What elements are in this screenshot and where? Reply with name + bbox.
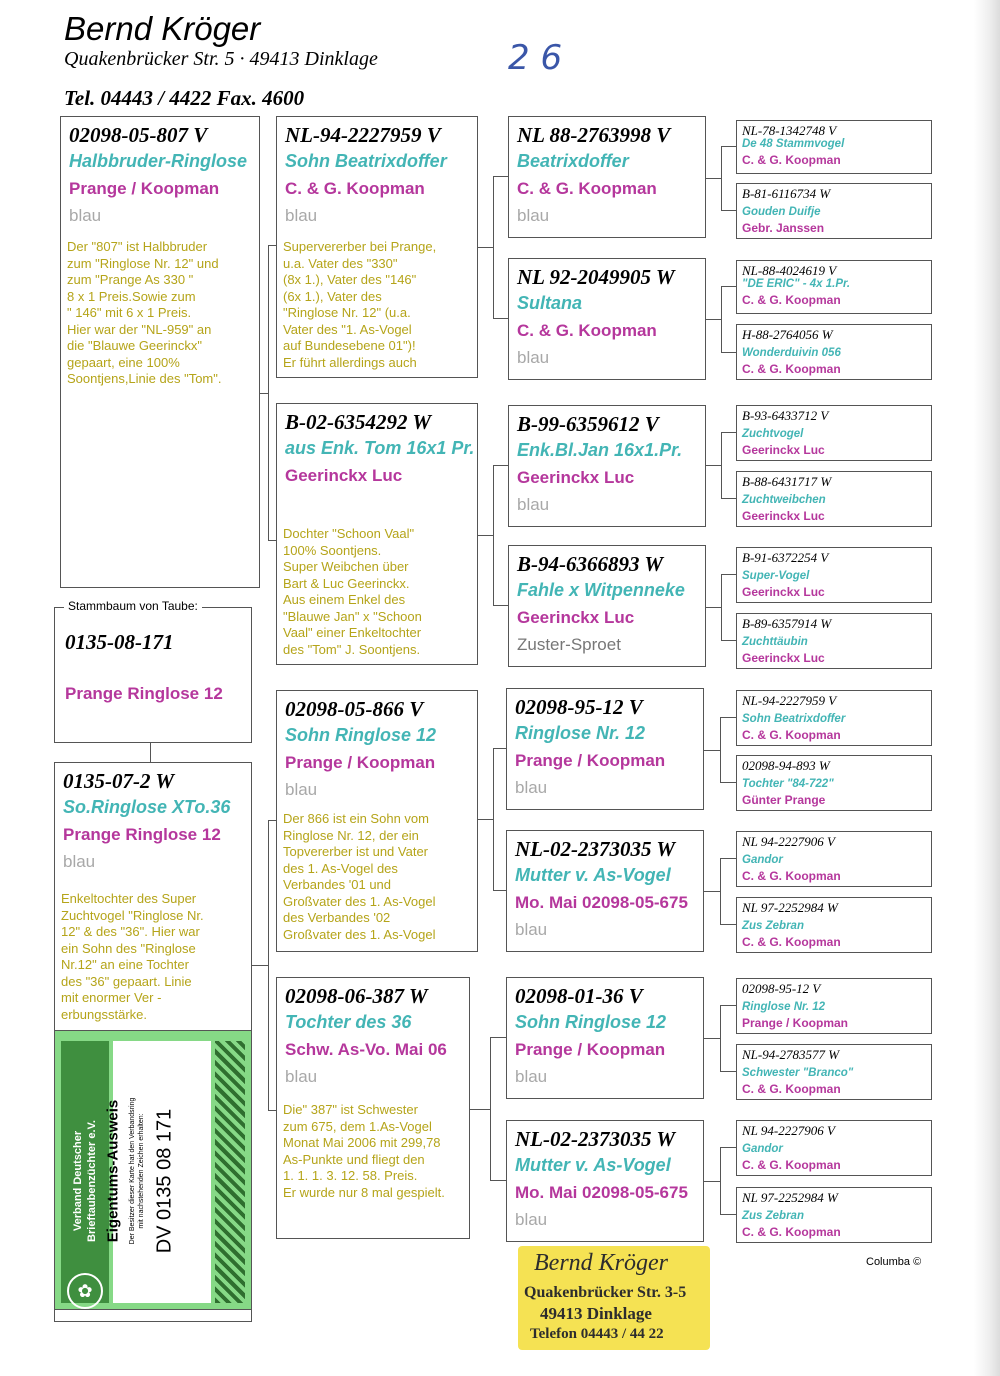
connector-line (490, 1180, 506, 1181)
great-grandparent-number: NL 92-2049905 W (517, 265, 675, 289)
connector-line (720, 717, 736, 718)
connector-line (268, 1110, 276, 1111)
gg-grandparent-box: NL 97-2252984 W Zus Zebran C. & G. Koopman (736, 897, 932, 953)
great-grandparent-name: Beatrixdoffer (517, 151, 629, 171)
connector-line (720, 1147, 736, 1148)
great-grandparent-color: blau (517, 206, 550, 225)
mother-number: 0135-07-2 W (63, 769, 175, 793)
connector-line (268, 245, 269, 541)
grandparent-owner: Geerinckx Luc (285, 466, 403, 485)
main-bird-number: 0135-08-171 (65, 630, 174, 654)
grandparent-owner: C. & G. Koopman (285, 179, 425, 198)
connector-line (493, 465, 508, 466)
great-grandparent-box (506, 977, 704, 1099)
connector-line (704, 1038, 720, 1039)
connector-line (706, 319, 721, 320)
connector-line (268, 245, 276, 246)
grandparent-description: Die" 387" ist Schwester zum 675, dem 1.As-Vogel Monat Mai 2006 mit 299,78 As-Punkte und fliegt den 1. 1. 1. 3. 12. 58. Preis. Er wurde nur 8 mal gespielt. (283, 1102, 445, 1200)
gg-grandparent-box: B-89-6357914 W Zuchttäubin Geerinckx Luc (736, 613, 932, 669)
great-grandparent-box (508, 405, 706, 527)
gg-grandparent-box: NL 94-2227906 V Gandor C. & G. Koopman (736, 1120, 932, 1176)
father-number: 02098-05-807 V (69, 123, 208, 147)
gg-grandparent-box: NL-94-2783577 W Schwester "Branco" C. & G. Koopman (736, 1044, 932, 1100)
great-grandparent-box (506, 830, 704, 952)
connector-line (721, 146, 722, 211)
grandparent-owner: Schw. As-Vo. Mai 06 (285, 1040, 447, 1059)
connector-line (721, 498, 736, 499)
grandparent-box (276, 116, 478, 378)
great-grandparent-color: Zuster-Sproet (517, 635, 621, 654)
card-fine-print: Der Besitzer dieser Karte hat den Verbandsring mit nachstehenden Zeichen erhalten: (129, 1097, 145, 1245)
gg-grandparent-box: NL 97-2252984 W Zus Zebran C. & G. Koopman (736, 1187, 932, 1243)
connector-line (721, 574, 736, 575)
great-grandparent-number: NL-02-2373035 W (515, 837, 676, 861)
pedigree-label: Stammbaum von Taube: (64, 599, 202, 613)
great-grandparent-box (508, 545, 706, 667)
connector-line (490, 1037, 506, 1038)
breeder-stamp: Bernd Kröger Quakenbrücker Str. 3-5 49413 Dinklage Telefon 04443 / 44 22 (518, 1246, 710, 1350)
grandparent-description: Dochter "Schoon Vaal" 100% Soontjens. Super Weibchen über Bart & Luc Geerinckx. Aus einem Enkel des "Blauwe Jan" x "Schoon Vaal" einer Enkeltochter des "Tom" J. Soontjens. (283, 526, 422, 657)
connector-line (721, 210, 736, 211)
connector-line (704, 1181, 720, 1182)
connector-line (720, 924, 736, 925)
gg-grandparent-box: 02098-94-893 W Tochter "84-722" Günter Prange (736, 755, 932, 811)
great-grandparent-number: B-94-6366893 W (517, 552, 664, 576)
connector-line (720, 717, 721, 783)
gg-grandparent-box: B-91-6372254 V Super-Vogel Geerinckx Luc (736, 547, 932, 603)
great-grandparent-number: NL-02-2373035 W (515, 1127, 676, 1151)
great-grandparent-color: blau (515, 920, 548, 939)
card-ring-number: DV 0135 08 171 (153, 1108, 176, 1254)
mother-description: Enkeltochter des Super Zuchtvogel "Ringlose Nr. 12" & des "36". Hier war ein Sohn des "Ringlose Nr.12" an eine Tochter des "36" gepaart. Linie mit enormer Ver - erbungsstärke. (61, 891, 204, 1022)
connector-line (720, 858, 736, 859)
connector-line (706, 607, 721, 608)
grandparent-description: Supervererber bei Prange, u.a. Vater des "330" (8x 1.), Vater des "146" (6x 1.), Vater des "Ringlose Nr. 12" (u.a. Vater des "1. As-Vogel auf Bundesebene 01")! Er führt allerdings auch (283, 239, 437, 370)
card-green-band (61, 1041, 109, 1303)
grandparent-box (276, 690, 478, 952)
connector-line (493, 176, 508, 177)
connector-line (721, 352, 736, 353)
connector-line (720, 1005, 736, 1006)
connector-line (493, 318, 508, 319)
father-color: blau (69, 206, 102, 225)
gg-grandparent-box: B-81-6116734 W Gouden Duifje Gebr. Janssen (736, 183, 932, 239)
mother-owner: Prange Ringlose 12 (63, 825, 221, 844)
grandparent-number: NL-94-2227959 V (285, 123, 441, 147)
connector-line (493, 890, 506, 891)
breeder-phone: Tel. 04443 / 4422 Fax. 4600 (64, 86, 305, 110)
connector-line (721, 286, 736, 287)
connector-line (493, 748, 506, 749)
mother-color: blau (63, 852, 96, 871)
great-grandparent-owner: C. & G. Koopman (517, 179, 657, 198)
connector-line (268, 820, 269, 1111)
father-name: Halbbruder-Ringlose (69, 151, 248, 171)
grandparent-name: Sohn Beatrixdoffer (285, 151, 447, 171)
connector-line (704, 750, 720, 751)
connector-line (268, 540, 276, 541)
gg-grandparent-box: NL 94-2227906 V Gandor C. & G. Koopman (736, 831, 932, 887)
great-grandparent-color: blau (515, 1210, 548, 1229)
grandparent-box (276, 403, 478, 665)
connector-line (150, 743, 151, 763)
connector-line (478, 819, 493, 820)
grandparent-name: Tochter des 36 (285, 1012, 412, 1032)
connector-line (721, 146, 736, 147)
gg-grandparent-box: B-88-6431717 W Zuchtweibchen Geerinckx Luc (736, 471, 932, 527)
connector-line (720, 782, 736, 783)
main-bird-box (54, 607, 252, 743)
ownership-id-card (54, 1030, 252, 1310)
main-bird-owner: Prange Ringlose 12 (65, 684, 223, 703)
connector-line (721, 640, 736, 641)
card-org-name: Verband Deutscher Brieftaubenzüchter e.V. (72, 1120, 98, 1242)
gg-grandparent-box: NL-78-1342748 V De 48 Stammvogel C. & G. Koopman (736, 120, 932, 174)
great-grandparent-owner: Prange / Koopman (515, 751, 666, 770)
connector-line (493, 748, 494, 891)
connector-line (706, 465, 721, 466)
connector-line (720, 858, 721, 925)
great-grandparent-box (508, 258, 706, 380)
great-grandparent-owner: C. & G. Koopman (517, 321, 657, 340)
breeder-name: Bernd Kröger (64, 10, 261, 47)
connector-line (252, 965, 268, 966)
great-grandparent-name: Sultana (517, 293, 583, 313)
great-grandparent-color: blau (515, 778, 548, 797)
connector-line (721, 432, 736, 433)
connector-line (478, 535, 493, 536)
gg-grandparent-box: 02098-95-12 V Ringlose Nr. 12 Prange / Koopman (736, 978, 932, 1034)
great-grandparent-number: 02098-01-36 V (515, 984, 643, 1008)
mother-name: So.Ringlose XTo.36 (63, 797, 231, 817)
connector-line (493, 465, 494, 606)
connector-line (268, 820, 276, 821)
father-box (60, 116, 260, 588)
connector-line (470, 1109, 490, 1110)
breeder-address: Quakenbrücker Str. 5 · 49413 Dinklage (64, 48, 378, 70)
connector-line (721, 286, 722, 353)
gg-grandparent-box: H-88-2764056 W Wonderduivin 056 C. & G. Koopman (736, 324, 932, 380)
connector-line (706, 178, 721, 179)
gg-grandparent-box: NL-88-4024619 V "DE ERIC" - 4x 1.Pr. C. & G. Koopman (736, 260, 932, 314)
gg-grandparent-box: B-93-6433712 V Zuchtvogel Geerinckx Luc (736, 405, 932, 461)
handwritten-note: 2 6 (508, 38, 563, 78)
gg-grandparent-box: NL-94-2227959 V Sohn Beatrixdoffer C. & G. Koopman (736, 690, 932, 746)
card-security-pattern (215, 1041, 245, 1303)
great-grandparent-box (506, 688, 704, 810)
great-grandparent-box (508, 116, 706, 238)
connector-line (720, 1214, 736, 1215)
grandparent-color: blau (285, 1067, 318, 1086)
grandparent-owner: Prange / Koopman (285, 753, 436, 772)
columba-credit: Columba © (866, 1256, 922, 1268)
connector-line (260, 393, 268, 394)
great-grandparent-owner: Geerinckx Luc (517, 468, 635, 487)
great-grandparent-owner: Geerinckx Luc (517, 608, 635, 627)
father-owner: Prange / Koopman (69, 179, 220, 198)
great-grandparent-color: blau (517, 348, 550, 367)
great-grandparent-number: NL 88-2763998 V (517, 123, 671, 147)
grandparent-color: blau (285, 780, 318, 799)
page-edge-shadow (974, 0, 1000, 1376)
great-grandparent-name: Mutter v. As-Vogel (515, 865, 671, 885)
pigeon-logo-icon: ✿ (67, 1273, 103, 1309)
great-grandparent-owner: Prange / Koopman (515, 1040, 666, 1059)
connector-line (720, 1071, 736, 1072)
grandparent-number: 02098-06-387 W (285, 984, 428, 1008)
great-grandparent-color: blau (517, 495, 550, 514)
grandparent-number: 02098-05-866 V (285, 697, 424, 721)
grandparent-description: Der 866 ist ein Sohn vom Ringlose Nr. 12, der ein Topvererber ist und Vater des 1. As-Vogel des Verbandes '01 und Großvater des 1. As-Vogel des Verbandes '02 Großvater des 1. As-Vogel (283, 811, 436, 942)
grandparent-name: aus Enk. Tom 16x1 Pr. (285, 438, 475, 458)
connector-line (704, 891, 720, 892)
connector-line (721, 574, 722, 641)
father-description: Der "807" ist Halbbruder zum "Ringlose Nr. 12" und zum "Prange As 330 " 8 x 1 Preis.Sowie zum " 146" mit 6 x 1 Preis. Hier war der "NL-959" an die "Blauwe Geerinckx" gepaart, eine 100% Soontjens,Linie des "Tom". (67, 239, 222, 386)
great-grandparent-name: Mutter v. As-Vogel (515, 1155, 671, 1175)
connector-line (478, 247, 493, 248)
connector-line (720, 1147, 721, 1215)
great-grandparent-box (506, 1120, 704, 1242)
great-grandparent-owner: Mo. Mai 02098-05-675 (515, 1183, 688, 1202)
grandparent-box (276, 977, 470, 1239)
connector-line (493, 176, 494, 319)
grandparent-number: B-02-6354292 W (285, 410, 432, 434)
connector-line (720, 1005, 721, 1072)
connector-line (490, 1037, 491, 1181)
great-grandparent-name: Fahle x Witpenneke (517, 580, 685, 600)
great-grandparent-name: Sohn Ringlose 12 (515, 1012, 667, 1032)
great-grandparent-color: blau (515, 1067, 548, 1086)
card-title: Eigentums-Ausweis (104, 1099, 122, 1243)
connector-line (721, 432, 722, 499)
grandparent-color: blau (285, 206, 318, 225)
great-grandparent-owner: Mo. Mai 02098-05-675 (515, 893, 688, 912)
connector-line (493, 605, 508, 606)
great-grandparent-number: B-99-6359612 V (517, 412, 659, 436)
great-grandparent-number: 02098-95-12 V (515, 695, 643, 719)
grandparent-name: Sohn Ringlose 12 (285, 725, 437, 745)
great-grandparent-name: Ringlose Nr. 12 (515, 723, 646, 743)
great-grandparent-name: Enk.Bl.Jan 16x1.Pr. (517, 440, 683, 460)
